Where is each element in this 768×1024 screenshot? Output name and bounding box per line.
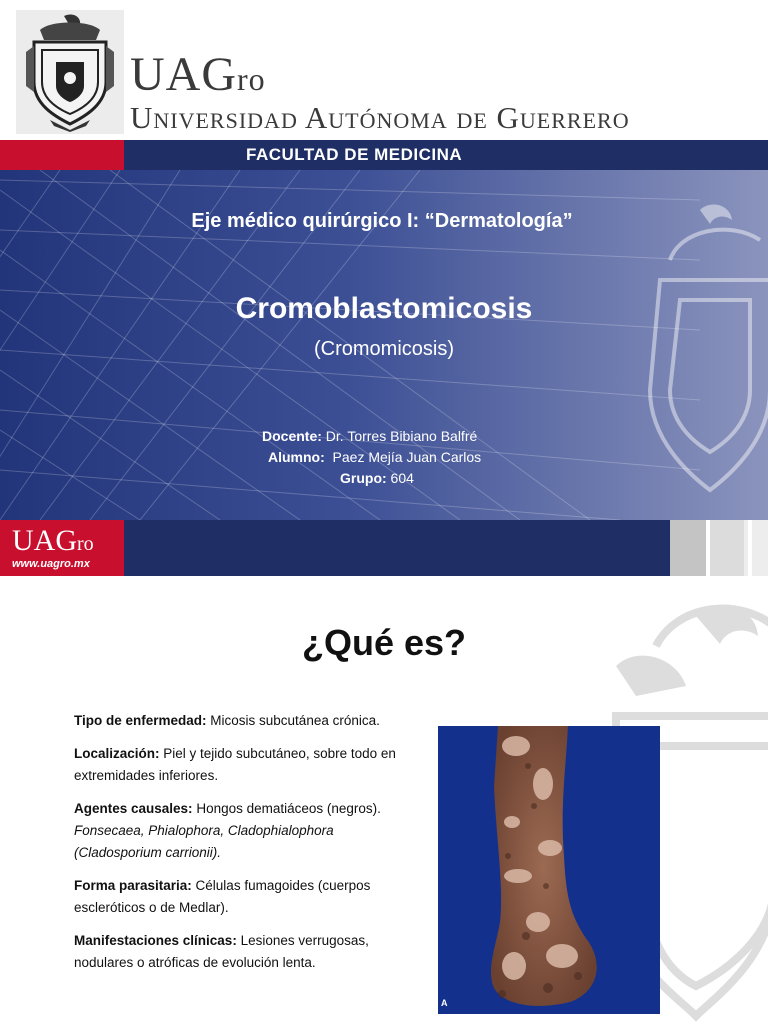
credit-alumno: Alumno: Paez Mejía Juan Carlos xyxy=(268,449,482,465)
list-item: Agentes causales: Hongos dematiáceos (negros). Fonsecaea, Phialophora, Cladophialophora (Cladosporium carrionii). xyxy=(74,801,381,860)
presentation-title: Cromoblastomicosis xyxy=(235,292,533,325)
figure-label: A xyxy=(441,998,448,1008)
presentation-subtitle: (Cromomicosis) xyxy=(314,338,454,360)
footer-gray-block xyxy=(670,520,710,576)
university-name: Universidad Autónoma de Guerrero xyxy=(130,100,630,135)
clinical-photo xyxy=(438,726,660,1014)
seal-emblem-icon xyxy=(20,12,120,132)
footer-logo-box xyxy=(0,520,124,576)
credit-grupo: Grupo: 604 xyxy=(340,470,414,486)
faculty-name: FACULTAD DE MEDICINA xyxy=(246,145,463,164)
footer-separator xyxy=(748,520,752,576)
footer-bar xyxy=(124,520,670,576)
list-item: Forma parasitaria: Células fumagoides (cuerpos escleróticos o de Medlar). xyxy=(74,878,371,915)
slide-title: ¿Qué es? xyxy=(301,622,467,663)
credit-docente: Docente: Dr. Torres Bibiano Balfré xyxy=(262,428,478,444)
faculty-bar xyxy=(124,140,768,170)
brand-logo: UAGro xyxy=(130,48,266,101)
footer-separator xyxy=(706,520,710,576)
credits-block xyxy=(262,426,481,489)
list-item: Localización: Piel y tejido subcutáneo, sobre todo en extremidades inferiores. xyxy=(74,746,396,783)
title-background xyxy=(0,170,768,520)
red-accent-tab xyxy=(0,140,124,170)
definition-list xyxy=(74,710,404,985)
content-slide xyxy=(0,576,768,1024)
footer-url: www.uagro.mx xyxy=(12,558,90,570)
list-item: Manifestaciones clínicas: Lesiones verrugosas, nodulares o atróficas de evolución lenta. xyxy=(74,933,369,970)
subject-heading: Eje médico quirúrgico I: “Dermatología” xyxy=(191,210,573,232)
footer-logo: UAGro xyxy=(12,524,94,557)
footer-gray-block xyxy=(710,520,744,576)
leg-lesion-image xyxy=(438,726,660,1014)
list-item: Tipo de enfermedad: Micosis subcutánea crónica. xyxy=(74,713,380,728)
university-seal xyxy=(16,10,124,134)
